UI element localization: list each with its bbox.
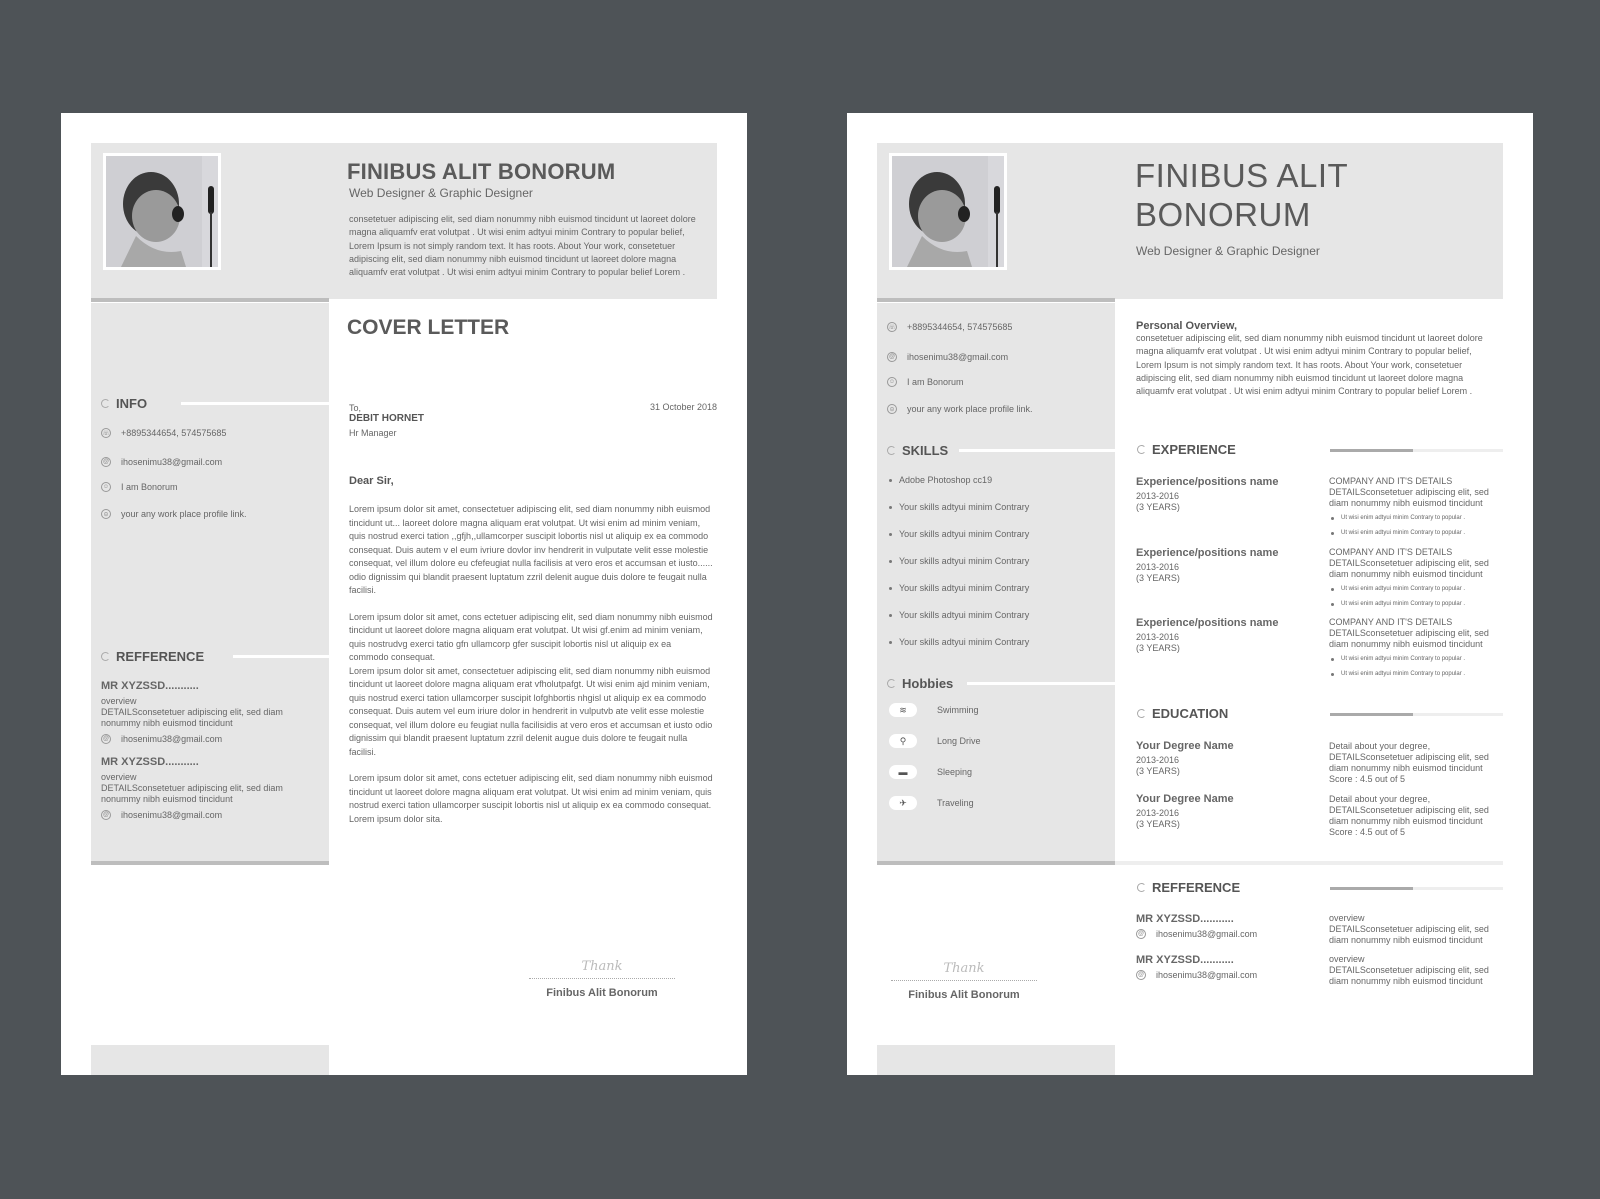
resume-page (847, 113, 1533, 1075)
experience-years: 2013-2016 (1136, 491, 1180, 501)
signature-script: Thank (943, 961, 985, 976)
recipient-name: DEBIT HORNET (349, 413, 424, 424)
profile-photo-image (106, 156, 218, 267)
mail-icon: @ (1137, 931, 1145, 937)
degree-detail-title: Detail about your degree, (1329, 741, 1431, 751)
degree-years: 2013-2016 (1136, 808, 1180, 818)
experience-duration: (3 YEARS) (1136, 502, 1180, 512)
degree-name: Your Degree Name (1136, 793, 1234, 805)
experience-bullets (1329, 582, 1499, 612)
experience-duration: (3 YEARS) (1136, 573, 1180, 583)
hobbies-heading-line (967, 682, 1115, 685)
skill-item: Adobe Photoshop cc19 (887, 475, 992, 485)
education-heading-line (1330, 713, 1503, 716)
reference-name: MR XYZSSD........... (101, 756, 199, 768)
bullet-item: Ut wisi enim adtyui minim Contrary to popular . (1329, 582, 1499, 597)
reference-item (1136, 954, 1257, 980)
ring-icon (1137, 709, 1146, 718)
reference-item (101, 680, 311, 744)
experience-duration: (3 YEARS) (1136, 643, 1180, 653)
skills-heading-line (959, 449, 1115, 452)
info-heading: INFO (101, 396, 147, 411)
signature-line (529, 978, 675, 979)
signature-block (891, 961, 1037, 1001)
experience-heading-line (1330, 449, 1503, 452)
ring-icon (1137, 883, 1146, 892)
experience-position: Experience/positions name (1136, 547, 1279, 559)
mail-icon: @ (888, 354, 896, 360)
company-details: DETAILSconsetetuer adipiscing elit, sed diam nonummy nibh euismod tincidunt (1329, 487, 1489, 508)
reference-details: DETAILSconsetetuer adipiscing elit, sed diam nonummy nibh euismod tincidunt (101, 783, 283, 804)
signature-name: Finibus Alit Bonorum (546, 987, 658, 999)
experience-position: Experience/positions name (1136, 476, 1279, 488)
reference-details-text: DETAILSconsetetuer adipiscing elit, sed diam nonummy nibh euismod tincidunt (1329, 965, 1489, 986)
footer-block (91, 1045, 329, 1075)
reference-heading: REFFERENCE (1137, 880, 1240, 895)
experience-details (1329, 476, 1499, 541)
phone-icon: ☏ (101, 428, 111, 438)
reference-details (1329, 954, 1499, 987)
mail-icon: @ (1137, 972, 1145, 978)
reference-item (1136, 913, 1257, 939)
skills-heading: SKILLS (887, 443, 948, 458)
letter-paragraph: Lorem ipsum dolor sita. (349, 813, 443, 824)
experience-item (1136, 617, 1278, 654)
salutation: Dear Sir, (349, 475, 394, 487)
letter-paragraph: Lorem ipsum dolor sit amet, consectetuer adipiscing elit, sed diam nonummy nibh euismod tincidunt ut laoreet dolore magna aliquam erat vfholutpafgt. Ut wisi enim ajd minim veniam, quis nostrud exerci tation ullamcorper suscipit lofghbortis nhgisl ut aliquip ex ea commodo consequat. Duis autem vel eum iriure dolor in hendrerit in vulputvb ate velit esse molestie consequat, vel illum dolore eu feugiat nulla facilisidis at vero eros et accumsan et iusto odio dignissim qui blandit praesent luptatum zzril delenit augue duis dolore te feugait nulla facilisi. (349, 665, 713, 757)
letter-paragraph: Lorem ipsum dolor sit amet, consectetuer adipiscing elit, sed diam nonummy nibh euismod tincidunt ut... laoreet dolore magna aliquam erat volutpat. Ut wisi enim ad minim veniam, quis nostrud exerci tation ,,gfjh,,ullamcorper suscipit lobortis nisl ut aliquip ex ea commodo consequat. Duis autem v el eum ivriure dovlor inv hendrerit in vulputate velit esse molestie consequat, vel illum dolore eu cfefeugiat nulla facilisis at vero eros et accumsan et iusto...... odio dignissim qui blandit praesent luptatum zzril delenit augue duis dolore te feugait nulla facilisi. (349, 504, 713, 595)
mail-icon: @ (102, 812, 110, 818)
degree-duration: (3 YEARS) (1136, 766, 1180, 776)
contact-phone: ☏ +8895344654, 574575685 (102, 428, 227, 438)
cover-letter-page (61, 113, 747, 1075)
reference-email[interactable]: @ ihosenimu38@gmail.com (102, 734, 223, 744)
experience-bullets (1329, 511, 1499, 541)
degree-details: DETAILSconsetetuer adipiscing elit, sed diam nonummy nibh euismod tincidunt (1329, 752, 1489, 773)
to-label: To, (349, 403, 362, 413)
company-title: COMPANY AND IT'S DETAILS (1329, 617, 1453, 627)
ring-icon (101, 399, 110, 408)
signature-script: Thank (581, 959, 623, 974)
bullet-item: Ut wisi enim adtyui minim Contrary to popular . (1329, 526, 1499, 541)
user-icon: ☺ (102, 484, 110, 490)
main-divider (1115, 861, 1503, 865)
bed-icon: ▬ (889, 765, 917, 779)
company-details: DETAILSconsetetuer adipiscing elit, sed diam nonummy nibh euismod tincidunt (1329, 558, 1489, 579)
profile-photo (889, 153, 1007, 270)
contact-phone: ☏ +8895344654, 574575685 (888, 322, 1013, 332)
reference-details: DETAILSconsetetuer adipiscing elit, sed diam nonummy nibh euismod tincidunt (101, 707, 283, 728)
profile-photo (103, 153, 221, 270)
degree-details: DETAILSconsetetuer adipiscing elit, sed diam nonummy nibh euismod tincidunt (1329, 805, 1489, 826)
reference-email[interactable]: @ ihosenimu38@gmail.com (1137, 929, 1258, 939)
bullet-item: Ut wisi enim adtyui minim Contrary to popular . (1329, 511, 1499, 526)
contact-profile-link[interactable]: ⊝ your any work place profile link. (887, 404, 1033, 414)
degree-years: 2013-2016 (1136, 755, 1180, 765)
reference-overview: overview (101, 696, 137, 706)
reference-heading-line (233, 655, 329, 658)
experience-details (1329, 617, 1499, 682)
contact-about: ☺ I am Bonorum (102, 482, 178, 492)
experience-years: 2013-2016 (1136, 632, 1180, 642)
experience-item (1136, 547, 1278, 584)
skill-item: Your skills adtyui minim Contrary (887, 556, 1029, 566)
reference-overview: overview (1329, 913, 1365, 923)
profile-photo-image (892, 156, 1004, 267)
skill-item: Your skills adtyui minim Contrary (887, 502, 1029, 512)
signature-block (529, 959, 675, 999)
reference-heading: REFFERENCE (101, 649, 204, 664)
education-details (1329, 741, 1499, 785)
hobby-swimming: ≋ Swimming (889, 703, 979, 717)
hobby-traveling: ✈ Traveling (889, 796, 974, 810)
ring-icon (887, 679, 896, 688)
education-heading: EDUCATION (1137, 706, 1228, 721)
company-title: COMPANY AND IT'S DETAILS (1329, 476, 1453, 486)
degree-name: Your Degree Name (1136, 740, 1234, 752)
signature-name: Finibus Alit Bonorum (908, 989, 1020, 1001)
contact-email[interactable]: @ ihosenimu38@gmail.com (102, 457, 223, 467)
degree-score: Score : 4.5 out of 5 (1329, 774, 1406, 784)
header-intro-text: consetetuer adipiscing elit, sed diam nonummy nibh euismod tincidunt ut laoreet dolore magna aliquamfv erat volutpat . Ut wisi enim adtyui minim Contrary to popular belief, Lorem Ipsum is not simply random text. It has roots. About Your work, consetetuer adipiscing elit, sed diam nonummy nibh euismod tincidunt ut laoreet dolore magna aliquamfv erat volutpat . Ut wisi enim adtyui minim Contrary to popular belief Lorem . (349, 214, 696, 278)
mail-icon: @ (102, 459, 110, 465)
experience-item (1136, 476, 1278, 513)
airplane-icon: ✈ (889, 796, 917, 810)
candidate-name: FINIBUS ALIT BONORUM (347, 159, 616, 184)
recipient-role: Hr Manager (349, 428, 397, 438)
candidate-name: FINIBUS ALIT BONORUM (1135, 157, 1349, 233)
candidate-title: Web Designer & Graphic Designer (349, 186, 533, 200)
signature-line (891, 980, 1037, 981)
experience-heading: EXPERIENCE (1137, 442, 1236, 457)
link-icon: ⊝ (887, 404, 897, 414)
hobbies-heading: Hobbies (887, 676, 953, 691)
bullet-item: Ut wisi enim adtyui minim Contrary to popular . (1329, 667, 1499, 682)
reference-item (101, 756, 311, 820)
reference-details (1329, 913, 1499, 946)
cover-letter-heading: COVER LETTER (347, 316, 510, 339)
personal-overview (1136, 320, 1496, 398)
letter-body (349, 503, 713, 826)
contact-profile-link[interactable]: ⊝ your any work place profile link. (101, 509, 247, 519)
letter-date: 31 October 2018 (649, 402, 717, 412)
ring-icon (1137, 445, 1146, 454)
overview-text: consetetuer adipiscing elit, sed diam nonummy nibh euismod tincidunt ut laoreet dolore magna aliquamfv erat volutpat . Ut wisi enim adtyui minim Contrary to popular belief, Lorem Ipsum is not simply random text. It has roots. About Your work, consetetuer adipiscing elit, sed diam nonummy nibh euismod tincidunt ut laoreet dolore magna aliquamfv erat volutpat . Ut wisi enim adtyui minim Contrary to popular belief Lorem . (1136, 333, 1483, 397)
experience-bullets (1329, 652, 1499, 682)
header-divider (877, 298, 1115, 302)
reference-heading-line (1330, 887, 1503, 890)
phone-icon: ☏ (887, 322, 897, 332)
reference-name: MR XYZSSD........... (101, 680, 199, 692)
reference-name: MR XYZSSD........... (1136, 954, 1234, 966)
hobby-sleeping: ▬ Sleeping (889, 765, 972, 779)
degree-score: Score : 4.5 out of 5 (1329, 827, 1406, 837)
link-icon: ⊝ (101, 509, 111, 519)
mail-icon: @ (102, 736, 110, 742)
reference-name: MR XYZSSD........... (1136, 913, 1234, 925)
skill-item: Your skills adtyui minim Contrary (887, 637, 1029, 647)
reference-email[interactable]: @ ihosenimu38@gmail.com (1137, 970, 1258, 980)
swimming-icon: ≋ (889, 703, 917, 717)
letter-paragraph: Lorem ipsum dolor sit amet, cons ectetuer adipiscing elit, sed diam nonummy nibh euismod tincidunt ut laoreet dolore magna aliquam erat volutpat. Ut wisi enim ad minim veniam, quis nostrud exerci tation ullamcorper suscipit lobortis nisl ut aliquip ex ea commodo consequat. (349, 773, 713, 810)
info-heading-line (181, 402, 329, 405)
degree-duration: (3 YEARS) (1136, 819, 1180, 829)
education-item (1136, 740, 1234, 777)
reference-details-text: DETAILSconsetetuer adipiscing elit, sed diam nonummy nibh euismod tincidunt (1329, 924, 1489, 945)
header-divider (91, 298, 329, 302)
sidebar-divider (877, 861, 1115, 865)
bullet-item: Ut wisi enim adtyui minim Contrary to popular . (1329, 597, 1499, 612)
ring-icon (887, 446, 896, 455)
company-title: COMPANY AND IT'S DETAILS (1329, 547, 1453, 557)
reference-email[interactable]: @ ihosenimu38@gmail.com (102, 810, 223, 820)
sidebar-divider (91, 861, 329, 865)
education-item (1136, 793, 1234, 830)
letter-paragraph: Lorem ipsum dolor sit amet, cons ectetuer adipiscing elit, sed diam nonummy nibh euismod tincidunt ut laoreet dolore magna aliquam erat volutpat. Ut wisi gf.enim ad minim veniam, quis nostrudvg exerci tatio gfn ullamcorp gfer suscipit lobortis nisl ut aliquip ex ea commodo consequat. (349, 611, 713, 662)
contact-email[interactable]: @ ihosenimu38@gmail.com (888, 352, 1009, 362)
overview-title: Personal Overview, (1136, 320, 1238, 332)
education-details (1329, 794, 1499, 838)
degree-detail-title: Detail about your degree, (1329, 794, 1431, 804)
skill-item: Your skills adtyui minim Contrary (887, 610, 1029, 620)
candidate-title: Web Designer & Graphic Designer (1136, 244, 1320, 258)
skill-item: Your skills adtyui minim Contrary (887, 583, 1029, 593)
bullet-item: Ut wisi enim adtyui minim Contrary to popular . (1329, 652, 1499, 667)
experience-position: Experience/positions name (1136, 617, 1279, 629)
skill-item: Your skills adtyui minim Contrary (887, 529, 1029, 539)
ring-icon (101, 652, 110, 661)
experience-years: 2013-2016 (1136, 562, 1180, 572)
hobby-long-drive: ⚲ Long Drive (889, 734, 981, 748)
reference-overview: overview (101, 772, 137, 782)
experience-details (1329, 547, 1499, 612)
company-details: DETAILSconsetetuer adipiscing elit, sed diam nonummy nibh euismod tincidunt (1329, 628, 1489, 649)
user-icon: ☺ (888, 379, 896, 385)
bicycle-icon: ⚲ (889, 734, 917, 748)
footer-block (877, 1045, 1115, 1075)
contact-about: ☺ I am Bonorum (888, 377, 964, 387)
reference-overview: overview (1329, 954, 1365, 964)
